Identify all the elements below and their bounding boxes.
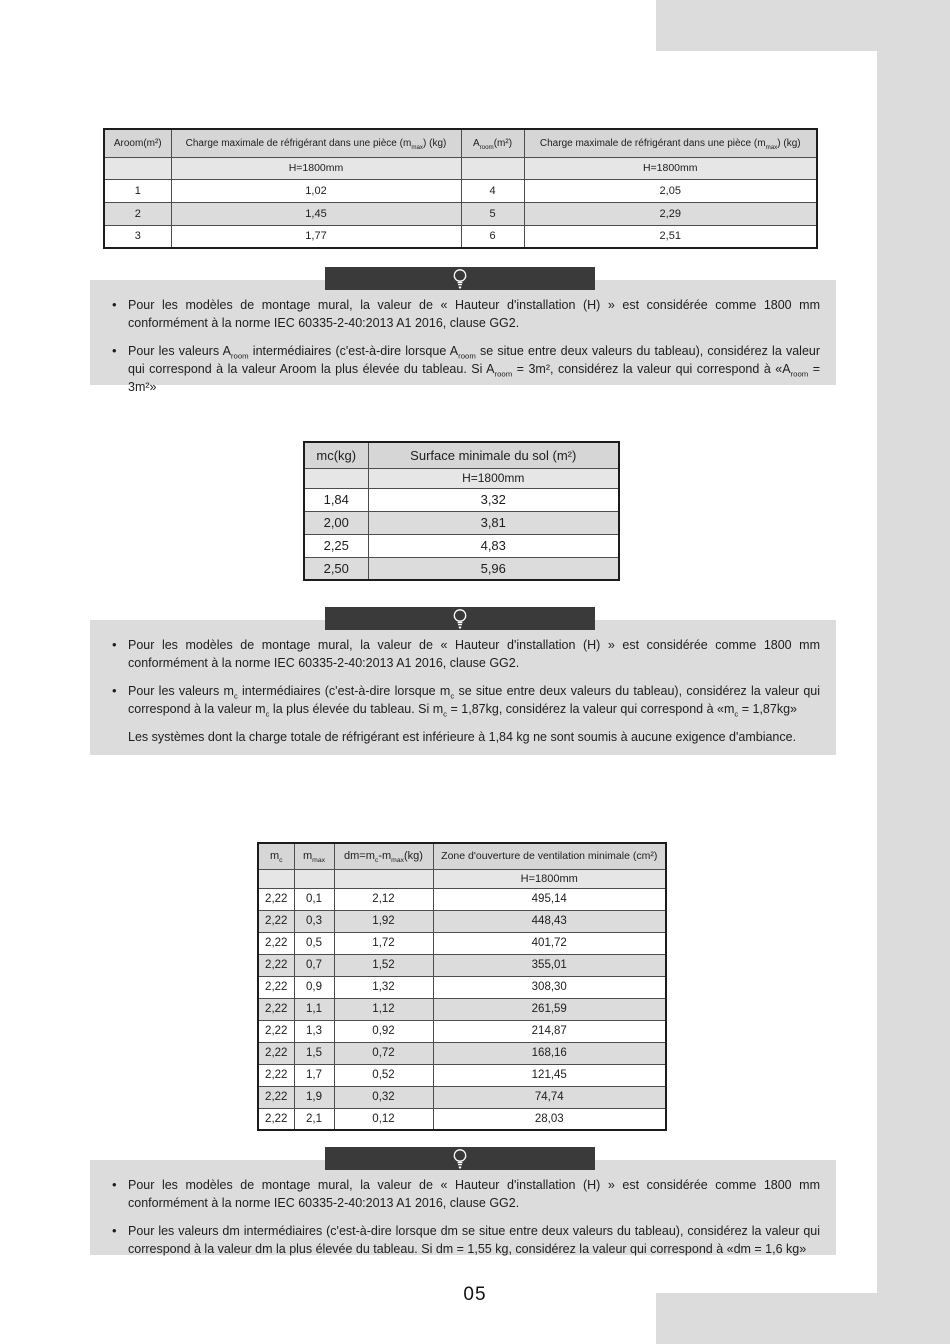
table-cell: 2,22 (258, 1042, 294, 1064)
table-cell: 355,01 (433, 954, 666, 976)
table-cell-empty (334, 869, 433, 888)
table-cell: 74,74 (433, 1086, 666, 1108)
table-row (304, 511, 619, 534)
table-cell: 1,9 (294, 1086, 334, 1108)
table-cell-empty (258, 869, 294, 888)
table-row (258, 888, 666, 910)
table-header-cell: Charge maximale de réfrigérant dans une pièce $(m_{max})$ (kg) (171, 129, 461, 157)
table-cell: 2,51 (524, 225, 817, 248)
table-row (258, 1020, 666, 1042)
table-header-cell: Charge maximale de réfrigérant dans une pièce $(m_{max})$ (kg) (524, 129, 817, 157)
table-cell: 0,32 (334, 1086, 433, 1108)
note-bullet (110, 682, 824, 718)
table-row (104, 179, 817, 202)
bullet-icon: • (112, 1223, 117, 1238)
table-cell: 308,30 (433, 976, 666, 998)
table-cell: 2,22 (258, 1064, 294, 1086)
table-header-row (104, 129, 817, 157)
table-cell: 2,29 (524, 202, 817, 225)
table-cell: 1,45 (171, 202, 461, 225)
table-cell: 4,83 (368, 534, 619, 557)
corner-band-right (877, 0, 950, 1344)
table-cell-empty (304, 468, 368, 488)
table-row (258, 1108, 666, 1130)
table-cell: 2,22 (258, 998, 294, 1020)
table-header-cell: $dm=m_c-m_{max}(kg)$ (334, 843, 433, 869)
ventilation-area-table (257, 842, 667, 1131)
table-cell: 1,52 (334, 954, 433, 976)
note-body (90, 1160, 836, 1278)
table-subheader-row (104, 157, 817, 179)
table-cell: 2,22 (258, 1020, 294, 1042)
table-cell: 2,1 (294, 1108, 334, 1130)
note-bullet (110, 1176, 824, 1212)
table-row (104, 202, 817, 225)
table-cell: 2,22 (258, 910, 294, 932)
room-charge-table (103, 128, 818, 249)
note-body (90, 280, 836, 416)
table-cell: 28,03 (433, 1108, 666, 1130)
table-cell: 0,3 (294, 910, 334, 932)
table-cell: 1,12 (334, 998, 433, 1020)
tip-bar (325, 607, 595, 630)
table-row (304, 488, 619, 511)
note-text: Pour les valeurs dm intermédiaires (c'est-à-dire lorsque dm se situe entre deux valeurs du tableau), considérez la valeur qui correspond à la valeur dm la plus élevée du tableau. Si dm = 1,55 kg, considérez la valeur qui correspond à «dm = 1,6 kg» (128, 1224, 820, 1256)
table-cell: 0,7 (294, 954, 334, 976)
table-cell: 1,72 (334, 932, 433, 954)
table-cell: 2,22 (258, 976, 294, 998)
table-row (258, 932, 666, 954)
min-floor-area-table (303, 441, 620, 581)
page-number: 05 (463, 1284, 487, 1305)
table-subheader-cell: H=1800mm (524, 157, 817, 179)
table-cell: 168,16 (433, 1042, 666, 1064)
bullet-icon: • (112, 637, 117, 652)
table-cell: 4 (461, 179, 524, 202)
table-cell: 2,22 (258, 1108, 294, 1130)
table-header-cell: $m_{max}$ (294, 843, 334, 869)
table-cell: 2,25 (304, 534, 368, 557)
table-subheader-row (304, 468, 619, 488)
note-text: Les systèmes dont la charge totale de réfrigérant est inférieure à 1,84 kg ne sont soumis à aucune exigence d'ambiance. (128, 730, 797, 744)
table-row (258, 1042, 666, 1064)
table-cell-empty (104, 157, 171, 179)
table-cell: 3,81 (368, 511, 619, 534)
table-cell: 1,92 (334, 910, 433, 932)
table-subheader-cell: H=1800mm (368, 468, 619, 488)
note-text: Pour les modèles de montage mural, la valeur de « Hauteur d'installation (H) » est considérée comme 1800 mm conformément à la norme IEC 60335-2-40:2013 A1 2016, clause GG2. (128, 1178, 820, 1210)
table-header-cell: $m_c$ (258, 843, 294, 869)
table-cell-empty (294, 869, 334, 888)
table-cell: 2,22 (258, 954, 294, 976)
note-text: Pour les valeurs $m_c$ intermédiaires (c'est-à-dire lorsque $m_c$ se situe entre deux valeurs du tableau), considérez la valeur qui correspond à la valeur $m_c$ la plus élevée du tableau. Si $m_c = 1,87kg$, considérez la valeur qui correspond à «$m_c = 1,87kg$» (128, 684, 821, 719)
note-box-mc (90, 620, 836, 755)
table-cell: 1,1 (294, 998, 334, 1020)
table-cell: 2,22 (258, 1086, 294, 1108)
table-cell: 2,00 (304, 511, 368, 534)
table-header-row (258, 843, 666, 869)
table-cell: 448,43 (433, 910, 666, 932)
table-row (258, 998, 666, 1020)
table-cell-empty (461, 157, 524, 179)
tip-bar (325, 267, 595, 290)
note-bullet (110, 296, 824, 332)
table-cell: 1 (104, 179, 171, 202)
table-cell: 261,59 (433, 998, 666, 1020)
table-cell: 0,1 (294, 888, 334, 910)
table-cell: 1,02 (171, 179, 461, 202)
table-row (258, 954, 666, 976)
table-cell: 0,9 (294, 976, 334, 998)
table-subheader-cell: H=1800mm (171, 157, 461, 179)
note-text: Pour les valeurs $A_{room}$ intermédiaires (c'est-à-dire lorsque $A_{room}$ se situe entre deux valeurs du tableau), considérez la valeur qui correspond à la valeur Aroom la plus élevée du tableau. Si $A_{room} = 3m^2$, considérez la valeur qui correspond à «$A_{room} = 3m^2$» (128, 344, 821, 394)
table-cell: 5,96 (368, 557, 619, 580)
table-cell: 1,77 (171, 225, 461, 248)
table-cell: 0,72 (334, 1042, 433, 1064)
table-subheader-row (258, 869, 666, 888)
table-cell: 2,12 (334, 888, 433, 910)
table-row (304, 557, 619, 580)
table-cell: 1,3 (294, 1020, 334, 1042)
bullet-icon: • (112, 297, 117, 312)
table-cell: 1,7 (294, 1064, 334, 1086)
table-row (304, 534, 619, 557)
table-cell: 0,5 (294, 932, 334, 954)
table-header-cell: Zone d'ouverture de ventilation minimale (cm²) (433, 843, 666, 869)
table-cell: 3 (104, 225, 171, 248)
table-cell: 0,52 (334, 1064, 433, 1086)
bullet-icon: • (112, 343, 117, 358)
table-cell: 3,32 (368, 488, 619, 511)
bullet-icon: • (112, 1177, 117, 1192)
note-box-room-area (90, 280, 836, 394)
note-box-dm (90, 1160, 836, 1255)
table-cell: 401,72 (433, 932, 666, 954)
table-header-row (304, 442, 619, 468)
note-bullet (110, 1222, 824, 1258)
table-row (258, 1064, 666, 1086)
tip-bar (325, 1147, 595, 1170)
table-cell: 495,14 (433, 888, 666, 910)
table-cell: 2,05 (524, 179, 817, 202)
bullet-icon: • (112, 683, 117, 698)
table-cell: 6 (461, 225, 524, 248)
table-cell: 2 (104, 202, 171, 225)
table-cell: 214,87 (433, 1020, 666, 1042)
table-cell: 121,45 (433, 1064, 666, 1086)
table-row (258, 976, 666, 998)
table-cell: 5 (461, 202, 524, 225)
table-row (258, 910, 666, 932)
table-cell: 0,92 (334, 1020, 433, 1042)
table-cell: 2,50 (304, 557, 368, 580)
table-cell: 2,22 (258, 932, 294, 954)
lightbulb-icon (452, 268, 468, 290)
note-bullet (110, 636, 824, 672)
table-row (258, 1086, 666, 1108)
table-header-cell: mc(kg) (304, 442, 368, 468)
note-body (90, 620, 836, 756)
table-header-cell: $A_{room}(m^2)$ (461, 129, 524, 157)
table-cell: 1,5 (294, 1042, 334, 1064)
note-text: Pour les modèles de montage mural, la valeur de « Hauteur d'installation (H) » est considérée comme 1800 mm conformément à la norme IEC 60335-2-40:2013 A1 2016, clause GG2. (128, 638, 820, 670)
table-cell: 2,22 (258, 888, 294, 910)
table-row (104, 225, 817, 248)
note-text: Pour les modèles de montage mural, la valeur de « Hauteur d'installation (H) » est considérée comme 1800 mm conformément à la norme IEC 60335-2-40:2013 A1 2016, clause GG2. (128, 298, 820, 330)
table-cell: 0,12 (334, 1108, 433, 1130)
note-bullet (110, 342, 824, 396)
table-header-cell: Aroom(m²) (104, 129, 171, 157)
table-cell: 1,32 (334, 976, 433, 998)
table-cell: 1,84 (304, 488, 368, 511)
table-header-cell: Surface minimale du sol (m²) (368, 442, 619, 468)
lightbulb-icon (452, 608, 468, 630)
lightbulb-icon (452, 1148, 468, 1170)
table-subheader-cell: H=1800mm (433, 869, 666, 888)
